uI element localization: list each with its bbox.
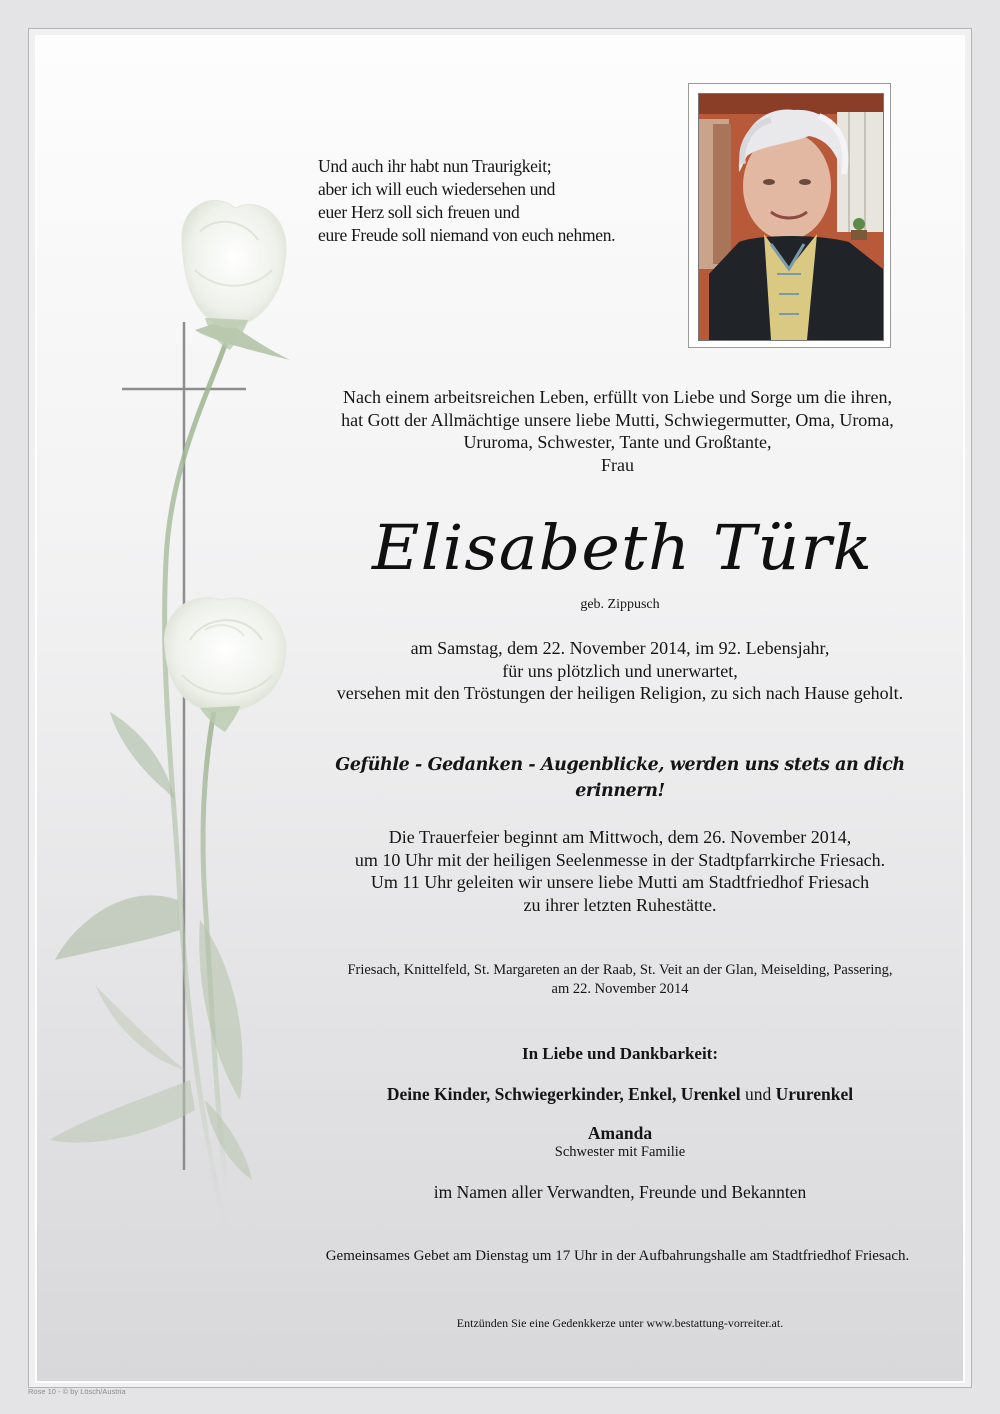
family-part-1: Deine Kinder, Schwiegerkinder, Enkel, Urenkel [386, 1084, 741, 1104]
birth-name: geb. Zippusch [580, 597, 660, 612]
relatives-line: im Namen aller Verwandten, Freunde und Bekannten [433, 1182, 807, 1202]
portrait-photo-frame [688, 83, 891, 348]
portrait-photo-image [699, 94, 883, 340]
sister-note: Schwester mit Familie [554, 1144, 686, 1160]
portrait-photo [698, 93, 884, 341]
mourners-heading: In Liebe und Dankbarkeit: [521, 1044, 719, 1063]
family-line [295, 1083, 945, 1105]
deceased-name: Elisabeth Türk [372, 511, 873, 584]
family-part-2: Ururenkel [775, 1084, 854, 1104]
sister-name: Amanda [587, 1123, 653, 1143]
death-notice: am Samstag, dem 22. November 2014, im 92. Lebensjahr, für uns plötzlich und unerwartet, versehen mit den Tröstungen der heiligen Religion, zu sich nach Hause geholt. [336, 638, 904, 703]
bible-quote: Und auch ihr habt nun Traurigkeit; aber ich will euch wiedersehen und euer Herz soll sich freuen und eure Freude soll niemand von euch nehmen. [318, 156, 616, 245]
places-and-date: Friesach, Knittelfeld, St. Margareten an der Raab, St. Veit an der Glan, Meiselding, Passering, am 22. November 2014 [347, 962, 893, 997]
image-credit: Rose 10 - © by Lösch/Austria [28, 1387, 126, 1396]
motto: Gefühle - Gedanken - Augenblicke, werden uns stets an dich erinnern! [335, 755, 905, 801]
family-and: und [740, 1084, 776, 1104]
intro-text: Nach einem arbeitsreichen Leben, erfüllt von Liebe und Sorge um die ihren, hat Gott der Allmächtige unsere liebe Mutti, Schwiegermutter, Oma, Uroma, Ururoma, Schwester, Tante und Großtante, Frau [341, 387, 894, 475]
prayer-notice: Gemeinsames Gebet am Dienstag um 17 Uhr in der Aufbahrungshalle am Stadtfriedhof Friesach. [325, 1248, 910, 1264]
memorial-candle-notice: Entzünden Sie eine Gedenkkerze unter www.bestattung-vorreiter.at. [456, 1316, 784, 1330]
funeral-details: Die Trauerfeier beginnt am Mittwoch, dem 26. November 2014, um 10 Uhr mit der heiligen Seelenmesse in der Stadtpfarrkirche Friesach. Um 11 Uhr geleiten wir unsere liebe Mutti am Stadtfriedhof Friesach zu ihrer letzten Ruhestätte. [354, 827, 886, 915]
